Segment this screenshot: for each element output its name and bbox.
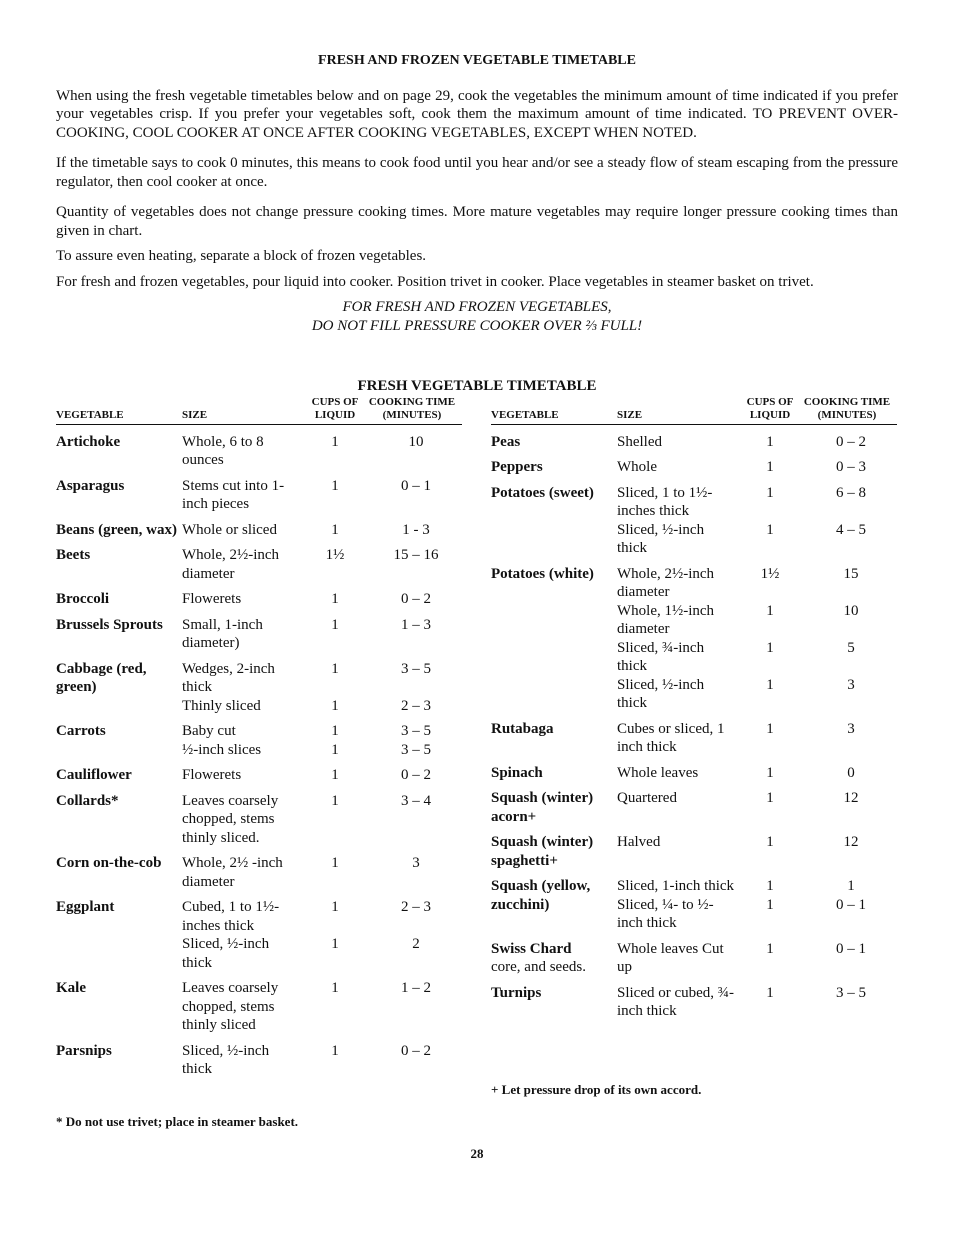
liquid-cups-cell: 1 (331, 697, 339, 714)
liquid-cups-cell: 1 (766, 521, 774, 538)
size-cell: ½-inch slices (182, 741, 262, 758)
preparation-list (617, 565, 897, 713)
timetable (56, 396, 898, 1156)
table-row (56, 433, 462, 470)
preparation-list (182, 433, 462, 470)
liquid-cups-cell: 1 (331, 899, 339, 915)
vegetable-name (491, 565, 617, 713)
table-header (56, 396, 462, 425)
table-rows-right (491, 425, 897, 1021)
vegetable-label: Peas (491, 433, 521, 450)
size-cell: Halved (617, 834, 661, 850)
liquid-cups-cell: 1 (331, 723, 339, 739)
cooking-time-cell: 5 (847, 639, 855, 656)
table-row (491, 764, 897, 783)
liquid-cups-cell: 1 (331, 980, 339, 996)
size-cell: Whole leaves (617, 764, 699, 781)
preparation-list (617, 458, 897, 477)
preparation-entry (617, 984, 897, 1021)
cooking-time-cell: 15 – 16 (393, 547, 439, 563)
cooking-time-cell: 3 (847, 676, 855, 693)
liquid-cups-cell: 1 (766, 878, 774, 894)
vegetable-name (56, 521, 182, 540)
preparation-entry (617, 896, 897, 933)
cooking-time-cell: 3 (847, 720, 855, 737)
liquid-cups-cell: 1½ (760, 565, 780, 582)
preparation-entry (182, 1042, 462, 1079)
liquid-cups-cell: 1 (766, 764, 774, 781)
preparation-entry (617, 720, 897, 757)
header-time-line2: (MINUTES) (817, 408, 877, 421)
preparation-entry (617, 433, 897, 452)
vegetable-name (56, 898, 182, 972)
cooking-time-cell: 4 – 5 (836, 521, 866, 538)
cooking-time-cell: 3 (412, 855, 420, 871)
paragraph-frozen: To assure even heating, separate a block of frozen vegetables. (56, 248, 427, 264)
preparation-entry (182, 741, 462, 760)
liquid-cups-cell: 1 (331, 477, 339, 494)
cooking-time-cell: 0 (847, 764, 855, 781)
vegetable-label: Asparagus (56, 477, 125, 494)
vegetable-name (56, 1042, 182, 1079)
cooking-time-cell: 3 – 5 (401, 723, 431, 739)
liquid-cups-cell: 1 (766, 984, 774, 1001)
header-vegetable: VEGETABLE (56, 408, 124, 421)
cooking-time-cell: 12 (843, 834, 859, 850)
page-title: FRESH AND FROZEN VEGETABLE TIMETABLE (318, 53, 636, 68)
header-cups (735, 396, 805, 422)
size-cell: Flowerets (182, 767, 242, 783)
size-cell: Whole, 2½-inch diameter (617, 565, 715, 600)
cooking-time-cell: 0 – 2 (401, 767, 431, 783)
table-row (491, 565, 897, 713)
size-cell: Leaves coarsely chopped, stems thinly sliced. (182, 792, 279, 846)
preparation-entry (182, 590, 462, 609)
table-row (56, 898, 462, 972)
warning-line-1: FOR FRESH AND FROZEN VEGETABLES, (342, 299, 612, 315)
preparation-entry (617, 484, 897, 521)
warning-line-2: DO NOT FILL PRESSURE COOKER OVER ⅔ FULL! (311, 317, 643, 334)
preparation-entry (182, 854, 462, 891)
preparation-entry (182, 722, 462, 741)
table-title: FRESH VEGETABLE TIMETABLE (357, 378, 597, 394)
preparation-entry (617, 676, 897, 713)
cooking-time-cell: 2 – 3 (401, 899, 431, 915)
paragraph-zero-minutes: If the timetable says to cook 0 minutes, this means to cook food until you hear and/or see a steady flow of steam escaping from the pressure regulator, then cool cooker at once. (56, 155, 898, 190)
preparation-list (182, 660, 462, 716)
fill-warning (56, 298, 898, 335)
size-cell: Sliced, 1-inch thick (617, 878, 735, 894)
preparation-entry (182, 792, 462, 848)
preparation-list (182, 898, 462, 972)
header-time-line1: COOKING TIME (368, 395, 456, 408)
cooking-time-cell: 2 – 3 (401, 697, 431, 714)
vegetable-label: Artichoke (56, 433, 121, 450)
vegetable-label: Turnips (491, 984, 542, 1001)
vegetable-label: Eggplant (56, 899, 115, 915)
preparation-entry (617, 764, 897, 783)
size-cell: Whole leaves Cut up (617, 940, 724, 975)
table-row (491, 833, 897, 870)
size-cell: Sliced, 1 to 1½-inches thick (617, 484, 713, 519)
table-row (56, 1042, 462, 1079)
vegetable-label: Cauliflower (56, 767, 132, 783)
cooking-time-cell: 12 (843, 790, 859, 806)
liquid-cups-cell: 1 (766, 676, 774, 693)
vegetable-name (56, 477, 182, 514)
preparation-entry (182, 979, 462, 1035)
vegetable-name (56, 433, 182, 470)
size-cell: Stems cut into 1-inch pieces (182, 477, 285, 512)
liquid-cups-cell: 1 (766, 433, 774, 450)
cooking-time-cell: 1 - 3 (402, 521, 430, 538)
cooking-time-cell: 0 – 1 (836, 896, 866, 913)
liquid-cups-cell: 1 (331, 433, 339, 450)
size-cell: Whole (617, 459, 657, 475)
size-cell: Quartered (617, 790, 677, 806)
table-row (56, 722, 462, 759)
cooking-time-cell: 2 (412, 936, 420, 952)
size-cell: Flowerets (182, 591, 242, 607)
preparation-entry (182, 898, 462, 935)
table-row (491, 940, 897, 977)
preparation-entry (182, 697, 462, 716)
preparation-list (617, 789, 897, 826)
size-cell: Thinly sliced (182, 697, 261, 714)
vegetable-name (56, 546, 182, 583)
preparation-entry (182, 616, 462, 653)
vegetable-label: Brussels Sprouts (56, 616, 163, 633)
paragraph-quantity: Quantity of vegetables does not change pressure cooking times. More mature vegetables may require longer pressure cooking times than given in chart. (56, 204, 898, 239)
size-cell: Sliced, ¼- to ½-inch thick (617, 896, 714, 931)
timetable-right-column (491, 396, 897, 1028)
table-row (56, 477, 462, 514)
preparation-entry (182, 433, 462, 470)
vegetable-label: Corn on-the-cob (56, 855, 162, 871)
table-row (56, 590, 462, 609)
vegetable-label: Swiss Chard (491, 940, 572, 957)
vegetable-label: Beans (green, wax) (56, 521, 177, 538)
vegetable-label: Broccoli (56, 591, 110, 607)
preparation-list (182, 616, 462, 653)
vegetable-name (56, 722, 182, 759)
size-cell: Whole, 1½-inch diameter (617, 602, 715, 637)
footnote-pressure: + Let pressure drop of its own accord. (491, 1082, 702, 1097)
size-cell: Sliced, ¾-inch thick (617, 639, 705, 674)
preparation-list (182, 854, 462, 891)
liquid-cups-cell: 1 (331, 521, 339, 538)
vegetable-name (56, 854, 182, 891)
header-time (797, 396, 897, 422)
liquid-cups-cell: 1 (331, 741, 339, 758)
cooking-time-cell: 1 – 3 (401, 616, 431, 633)
cooking-time-cell: 0 – 2 (401, 591, 431, 607)
header-time-line2: (MINUTES) (382, 408, 442, 421)
header-cups-line1: CUPS OF (746, 395, 794, 408)
size-cell: Wedges, 2-inch thick (182, 660, 275, 695)
cooking-time-cell: 3 – 5 (836, 984, 866, 1001)
table-row (56, 521, 462, 540)
cooking-time-cell: 0 – 1 (401, 477, 431, 494)
preparation-list (617, 833, 897, 870)
cooking-time-cell: 0 – 2 (401, 1042, 431, 1059)
table-row (491, 458, 897, 477)
preparation-entry (617, 833, 897, 852)
liquid-cups-cell: 1 (331, 855, 339, 871)
size-cell: Sliced, ½-inch thick (182, 936, 270, 971)
preparation-list (617, 984, 897, 1021)
vegetable-label: Spinach (491, 764, 543, 781)
table-row (56, 854, 462, 891)
preparation-entry (617, 789, 897, 808)
size-cell: Leaves coarsely chopped, stems thinly sliced (182, 980, 279, 1033)
vegetable-name (56, 766, 182, 785)
vegetable-label: Squash (winter) acorn+ (491, 790, 594, 825)
document-page (56, 52, 898, 1161)
preparation-entry (617, 602, 897, 639)
table-row (56, 792, 462, 848)
preparation-entry (182, 935, 462, 972)
cooking-time-cell: 3 – 4 (401, 792, 431, 809)
cooking-time-cell: 15 (843, 565, 859, 582)
size-cell: Cubes or sliced, 1 inch thick (617, 720, 725, 755)
preparation-list (182, 766, 462, 785)
vegetable-label: Beets (56, 547, 91, 563)
preparation-list (182, 979, 462, 1035)
liquid-cups-cell: 1 (766, 639, 774, 656)
table-row (491, 433, 897, 452)
vegetable-label: Squash (winter) spaghetti+ (491, 834, 594, 869)
table-row (491, 984, 897, 1021)
header-size: SIZE (617, 408, 643, 421)
header-cups-line1: CUPS OF (311, 395, 359, 408)
vegetable-name (491, 833, 617, 870)
header-cups (300, 396, 370, 422)
size-cell: Whole, 6 to 8 ounces (182, 433, 264, 468)
paragraph-intro: When using the fresh vegetable timetables below and on page 29, cook the vegetables the minimum amount of time indicated if you prefer your vegetables crisp. If you prefer your vegetables soft, cook them the maximum amount of time indicated. TO PREVENT OVER-COOKING, COOL COOKER AT ONCE AFTER COOKING VEGETABLES, EXCEPT WHEN NOTED. (56, 87, 898, 141)
table-row (56, 616, 462, 653)
table-row (491, 484, 897, 558)
size-cell: Sliced, ½-inch thick (182, 1042, 270, 1077)
liquid-cups-cell: 1 (331, 792, 339, 809)
paragraph-liquid: For fresh and frozen vegetables, pour liquid into cooker. Position trivet in cooker. Place vegetables in steamer basket on trivet. (56, 273, 814, 290)
preparation-list (182, 477, 462, 514)
vegetable-label: Potatoes (white) (491, 565, 594, 582)
vegetable-label: Rutabaga (491, 720, 554, 737)
preparation-entry (617, 521, 897, 558)
vegetable-name (491, 764, 617, 783)
cooking-time-cell: 1 (847, 878, 855, 894)
preparation-list (182, 546, 462, 583)
preparation-list (617, 940, 897, 977)
liquid-cups-cell: 1½ (325, 547, 345, 563)
header-vegetable: VEGETABLE (491, 408, 559, 421)
liquid-cups-cell: 1 (766, 602, 774, 619)
preparation-entry (617, 940, 897, 977)
preparation-entry (617, 565, 897, 602)
preparation-list (182, 590, 462, 609)
preparation-list (617, 720, 897, 757)
liquid-cups-cell: 1 (766, 720, 774, 737)
footnote-trivet: * Do not use trivet; place in steamer basket. (56, 1114, 299, 1129)
cooking-time-cell: 3 – 5 (401, 660, 431, 677)
vegetable-label: Collards* (56, 792, 119, 809)
table-row (56, 979, 462, 1035)
liquid-cups-cell: 1 (331, 591, 339, 607)
cooking-time-cell: 0 – 1 (836, 940, 866, 957)
liquid-cups-cell: 1 (331, 616, 339, 633)
size-cell: Sliced or cubed, ¾-inch thick (617, 984, 735, 1019)
preparation-list (182, 722, 462, 759)
cooking-time-cell: 0 – 2 (836, 433, 866, 450)
table-row (56, 660, 462, 716)
liquid-cups-cell: 1 (766, 896, 774, 913)
size-cell: Whole, 2½-inch diameter (182, 547, 280, 582)
vegetable-name (491, 720, 617, 757)
vegetable-name (491, 940, 617, 977)
page-number: 28 (470, 1146, 484, 1161)
vegetable-name (491, 877, 617, 933)
cooking-time-cell: 3 – 5 (401, 741, 431, 758)
vegetable-label: Peppers (491, 459, 543, 475)
liquid-cups-cell: 1 (766, 484, 774, 501)
size-cell: Shelled (617, 433, 662, 450)
header-cups-line2: LIQUID (749, 408, 791, 421)
vegetable-name (491, 789, 617, 826)
size-cell: Sliced, ½-inch thick (617, 521, 705, 556)
preparation-list (617, 433, 897, 452)
preparation-list (617, 764, 897, 783)
vegetable-name (491, 433, 617, 452)
preparation-list (617, 877, 897, 933)
cooking-time-cell: 10 (843, 602, 859, 619)
preparation-list (182, 521, 462, 540)
vegetable-label: Squash (yellow, zucchini) (491, 878, 591, 913)
preparation-list (182, 1042, 462, 1079)
timetable-left-column (56, 396, 462, 1086)
cooking-time-cell: 6 – 8 (836, 484, 866, 501)
vegetable-label: Parsnips (56, 1042, 112, 1059)
cooking-time-cell: 1 – 2 (401, 980, 431, 996)
table-rows-left (56, 425, 462, 1079)
preparation-entry (617, 877, 897, 896)
cooking-time-cell: 10 (408, 433, 424, 450)
size-cell: Cubed, 1 to 1½-inches thick (182, 899, 280, 934)
liquid-cups-cell: 1 (766, 790, 774, 806)
header-size: SIZE (182, 408, 208, 421)
vegetable-name (56, 660, 182, 716)
liquid-cups-cell: 1 (331, 660, 339, 677)
preparation-list (182, 792, 462, 848)
preparation-entry (617, 458, 897, 477)
preparation-entry (182, 766, 462, 785)
table-row (491, 877, 897, 933)
header-time-line1: COOKING TIME (803, 395, 891, 408)
liquid-cups-cell: 1 (331, 936, 339, 952)
vegetable-label: Kale (56, 980, 86, 996)
header-time (362, 396, 462, 422)
preparation-entry (182, 546, 462, 583)
size-cell: Whole, 2½ -inch diameter (182, 855, 283, 890)
vegetable-label: Potatoes (sweet) (491, 484, 594, 501)
table-header (491, 396, 897, 425)
liquid-cups-cell: 1 (766, 834, 774, 850)
vegetable-name (56, 979, 182, 1035)
table-row (491, 789, 897, 826)
vegetable-label: Carrots (56, 723, 106, 739)
header-cups-line2: LIQUID (314, 408, 356, 421)
preparation-entry (182, 660, 462, 697)
cooking-time-cell: 0 – 3 (836, 459, 866, 475)
vegetable-name (56, 616, 182, 653)
preparation-list (617, 484, 897, 558)
size-cell: Small, 1-inch diameter) (182, 616, 263, 651)
vegetable-name (491, 484, 617, 558)
table-row (56, 766, 462, 785)
vegetable-name (491, 458, 617, 477)
vegetable-name (56, 792, 182, 848)
size-cell: Baby cut (182, 723, 236, 739)
liquid-cups-cell: 1 (766, 940, 774, 957)
preparation-entry (617, 639, 897, 676)
vegetable-label: Cabbage (red, green) (56, 660, 147, 695)
table-row (491, 720, 897, 757)
liquid-cups-cell: 1 (766, 459, 774, 475)
vegetable-name (491, 984, 617, 1021)
size-cell: Whole or sliced (182, 521, 277, 538)
vegetable-note: core, and seeds. (491, 959, 586, 975)
preparation-entry (182, 477, 462, 514)
size-cell: Sliced, ½-inch thick (617, 676, 705, 711)
liquid-cups-cell: 1 (331, 767, 339, 783)
vegetable-name (56, 590, 182, 609)
preparation-entry (182, 521, 462, 540)
table-row (56, 546, 462, 583)
liquid-cups-cell: 1 (331, 1042, 339, 1059)
